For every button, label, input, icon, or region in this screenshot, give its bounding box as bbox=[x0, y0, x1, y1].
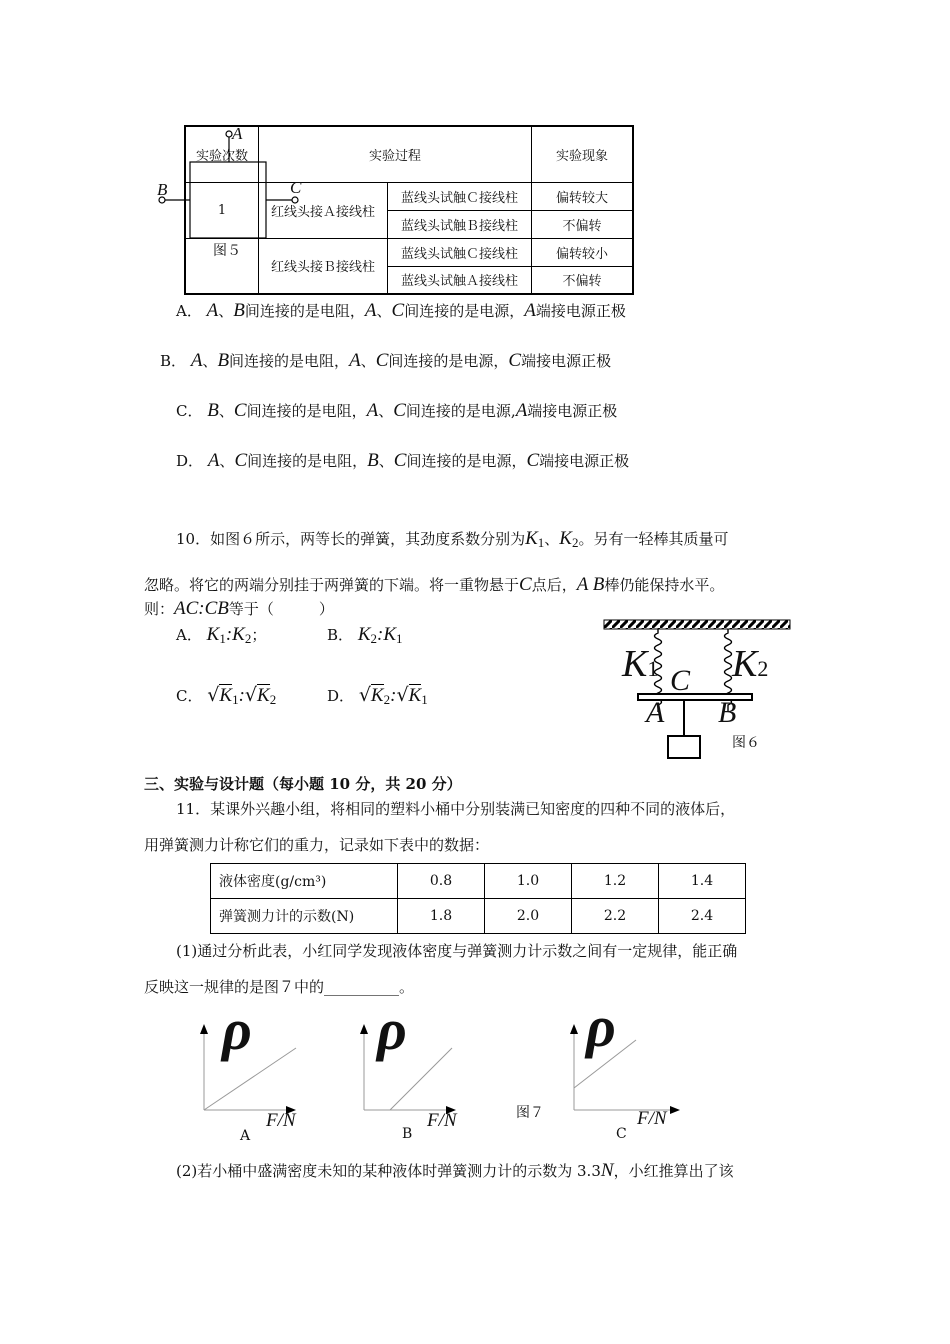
subscript: 1 bbox=[232, 692, 239, 707]
q11-part2-line bbox=[176, 1160, 734, 1182]
point: C bbox=[233, 400, 247, 421]
graph-c-rho: ρ bbox=[586, 994, 616, 1059]
k-symbol: K bbox=[219, 685, 233, 706]
q10-text: 忽略。将它的两端分别挂于两弹簧的下端。将一重物悬于 bbox=[144, 576, 520, 594]
q9-option-d: D． A、C间连接的是电阻，B、C间连接的是电源，C端接电源正极 bbox=[176, 450, 630, 471]
subscript: 2 bbox=[269, 692, 277, 707]
k-letter: K bbox=[732, 643, 758, 685]
point: C bbox=[393, 400, 406, 421]
graph-b-rho: ρ bbox=[377, 997, 407, 1062]
q10-text: 。另有一轻棒其质量可 bbox=[578, 530, 729, 548]
header-process: 实验过程 bbox=[259, 126, 532, 182]
force-header: 弹簧测力计的示数(N) bbox=[211, 899, 398, 934]
q10-text: 棒仍能保持水平。 bbox=[604, 576, 725, 594]
point: A bbox=[515, 400, 528, 421]
k-symbol: K bbox=[232, 624, 245, 645]
separator: ； bbox=[251, 626, 267, 644]
density-header: 液体密度(g/cm³) bbox=[211, 864, 398, 899]
figure-6-springs bbox=[596, 612, 796, 764]
q11-part2-text: ，小红推算出了该 bbox=[613, 1162, 734, 1180]
ratio: AC:CB bbox=[174, 598, 229, 619]
option-label: C． bbox=[176, 687, 203, 705]
density-cell: 1.0 bbox=[485, 864, 572, 899]
point: C bbox=[393, 450, 407, 471]
phenomenon-3: 偏转较小 bbox=[532, 238, 634, 266]
option-text: 间连接的是电源， bbox=[404, 302, 525, 320]
option-label: A． bbox=[176, 302, 202, 320]
unit: N bbox=[600, 1160, 614, 1181]
option-text: 端接电源正极 bbox=[527, 402, 618, 420]
graph-b bbox=[360, 1024, 456, 1114]
fig6-b-label: B bbox=[718, 696, 737, 729]
point: B bbox=[367, 450, 379, 471]
q11-line-1: 11．某课外兴趣小组，将相同的塑料小桶中分别装满已知密度的四种不同的液体后， bbox=[176, 800, 736, 818]
fig6-a-label: A bbox=[646, 696, 665, 729]
point: C bbox=[508, 350, 522, 371]
q9-option-c: C． B、C间连接的是电阻，A、C间连接的是电源,A端接电源正极 bbox=[176, 400, 618, 421]
q9-option-b: B． A、B间连接的是电阻，A、C间连接的是电源，C端接电源正极 bbox=[160, 350, 612, 371]
subscript: 2 bbox=[757, 656, 769, 681]
option-text: 间连接的是电阻， bbox=[246, 402, 367, 420]
density-table bbox=[210, 863, 746, 934]
option-label: A． bbox=[176, 626, 202, 644]
k-symbol: K bbox=[383, 624, 397, 645]
point: C bbox=[519, 574, 532, 595]
q10-option-d: D． √K2:√K1 bbox=[327, 684, 428, 707]
k-symbol: K bbox=[206, 624, 220, 645]
q9-option-a: A． A、B间连接的是电阻，A、C间连接的是电源，A端接电源正极 bbox=[176, 300, 626, 321]
q10-text: 10．如图６所示，两等长的弹簧，其劲度系数分别为 bbox=[176, 530, 526, 548]
q10-text: 则： bbox=[144, 600, 175, 618]
subscript: 2 bbox=[383, 692, 391, 707]
option-text: 间连接的是电阻， bbox=[247, 452, 368, 470]
fig6-c-label: C bbox=[670, 664, 691, 697]
subscript: 1 bbox=[219, 631, 226, 646]
option-text: 间连接的是电源， bbox=[388, 352, 509, 370]
point: A bbox=[190, 350, 203, 371]
option-label: D． bbox=[176, 452, 204, 470]
q10-text: 等于（ ） bbox=[228, 600, 334, 618]
header-trial: 实验次数 bbox=[185, 126, 259, 182]
option-text: 端接电源正极 bbox=[521, 352, 612, 370]
fig6-k1-label bbox=[622, 642, 658, 686]
force-cell: 1.8 bbox=[398, 899, 485, 934]
option-text: 间连接的是电源, bbox=[405, 402, 516, 420]
option-label: B． bbox=[327, 626, 354, 644]
graph-c-label: C bbox=[616, 1126, 627, 1142]
graph-a-rho: ρ bbox=[222, 997, 252, 1062]
option-text: 间连接的是电阻， bbox=[244, 302, 365, 320]
q11-part2-text: (2)若小桶中盛满密度未知的某种液体时弹簧测力计的示数为 3.3 bbox=[176, 1162, 601, 1180]
point: B bbox=[233, 300, 245, 321]
phenomenon-2: 不偏转 bbox=[532, 210, 634, 238]
q10-line-3 bbox=[144, 598, 334, 620]
point: C bbox=[234, 450, 248, 471]
option-label: B． bbox=[160, 352, 187, 370]
subscript: 1 bbox=[396, 631, 403, 646]
k-symbol: K bbox=[357, 624, 371, 645]
k-symbol: K bbox=[257, 685, 270, 706]
point: C bbox=[526, 450, 540, 471]
terminal-b-label: B bbox=[157, 180, 168, 199]
option-label: D． bbox=[327, 687, 355, 705]
q10-option-b: B． K2:K1 bbox=[327, 624, 403, 646]
q10-text: 点后， bbox=[531, 576, 577, 594]
k-symbol: K bbox=[525, 528, 538, 549]
subscript: 2 bbox=[370, 631, 377, 646]
red-wire-b: 红线头接Ｂ接线柱 bbox=[259, 238, 388, 294]
graph-a-x-label: F/N bbox=[266, 1110, 296, 1131]
force-cell: 2.2 bbox=[572, 899, 659, 934]
point: B bbox=[207, 400, 219, 421]
point: A bbox=[366, 400, 379, 421]
terminal-c-label: C bbox=[290, 178, 302, 197]
density-cell: 1.4 bbox=[659, 864, 746, 899]
phenomenon-4: 不偏转 bbox=[532, 266, 634, 294]
figure-7-caption: 图７ bbox=[516, 1105, 544, 1121]
subscript: 1 bbox=[537, 535, 545, 550]
trial-number: 1 bbox=[185, 182, 259, 238]
point: A bbox=[524, 300, 536, 321]
fig6-k2-label bbox=[732, 642, 768, 686]
point: B bbox=[217, 350, 230, 371]
point: A bbox=[349, 350, 361, 371]
point: A bbox=[206, 300, 219, 321]
figure-5-caption: 图５ bbox=[213, 243, 241, 259]
q10-option-a: A． K1:K2； bbox=[176, 624, 267, 646]
q11-line-2: 用弹簧测力计称它们的重力，记录如下表中的数据： bbox=[144, 836, 490, 854]
q11-part1-line-2: 反映这一规律的是图７中的__________。 bbox=[144, 978, 415, 996]
force-cell: 2.0 bbox=[485, 899, 572, 934]
graph-a-label: A bbox=[240, 1128, 251, 1144]
terminal-a-label: A bbox=[232, 124, 243, 143]
phenomenon-1: 偏转较大 bbox=[532, 182, 634, 210]
option-text: 端接电源正极 bbox=[539, 452, 630, 470]
q10-option-c: C． √K1:√K2 bbox=[176, 684, 277, 707]
q10-line-1: 10．如图６所示，两等长的弹簧，其劲度系数分别为K1、K2。另有一轻棒其质量可 bbox=[176, 528, 729, 550]
subscript: 1 bbox=[421, 692, 428, 707]
graph-b-label: B bbox=[402, 1126, 413, 1142]
subscript: 1 bbox=[647, 656, 659, 681]
option-label: C． bbox=[176, 402, 203, 420]
red-wire-a: 红线头接Ａ接线柱 bbox=[259, 182, 388, 238]
blue-probe-3: 蓝线头试触Ｃ接线柱 bbox=[388, 238, 532, 266]
k-symbol: K bbox=[408, 685, 422, 706]
force-cell: 2.4 bbox=[659, 899, 746, 934]
blue-probe-1: 蓝线头试触Ｃ接线柱 bbox=[388, 182, 532, 210]
option-text: 端接电源正极 bbox=[535, 302, 626, 320]
option-text: 间连接的是电阻， bbox=[229, 352, 350, 370]
k-symbol: K bbox=[559, 528, 572, 549]
point: A bbox=[364, 300, 377, 321]
header-phenomenon: 实验现象 bbox=[532, 126, 634, 182]
rod-label: A B bbox=[576, 574, 605, 595]
point: C bbox=[391, 300, 405, 321]
graph-c-x-label: F/N bbox=[637, 1108, 667, 1129]
graph-b-x-label: F/N bbox=[427, 1110, 457, 1131]
point: C bbox=[375, 350, 389, 371]
q10-line-2 bbox=[144, 574, 724, 596]
blue-probe-4: 蓝线头试触Ａ接线柱 bbox=[388, 266, 532, 294]
point: A bbox=[207, 450, 220, 471]
density-cell: 0.8 bbox=[398, 864, 485, 899]
figure-6-caption: 图６ bbox=[732, 735, 760, 751]
subscript: 2 bbox=[571, 535, 579, 550]
section-heading: 三、实验与设计题（每小题 10 分，共 20 分） bbox=[144, 775, 462, 793]
q11-part1-line-1: (1)通过分析此表，小红同学发现液体密度与弹簧测力计示数之间有一定规律，能正确 bbox=[176, 942, 738, 960]
k-letter: K bbox=[622, 643, 648, 685]
subscript: 2 bbox=[244, 631, 252, 646]
option-text: 间连接的是电源， bbox=[406, 452, 527, 470]
k-symbol: K bbox=[370, 685, 384, 706]
density-cell: 1.2 bbox=[572, 864, 659, 899]
blue-probe-2: 蓝线头试触Ｂ接线柱 bbox=[388, 210, 532, 238]
